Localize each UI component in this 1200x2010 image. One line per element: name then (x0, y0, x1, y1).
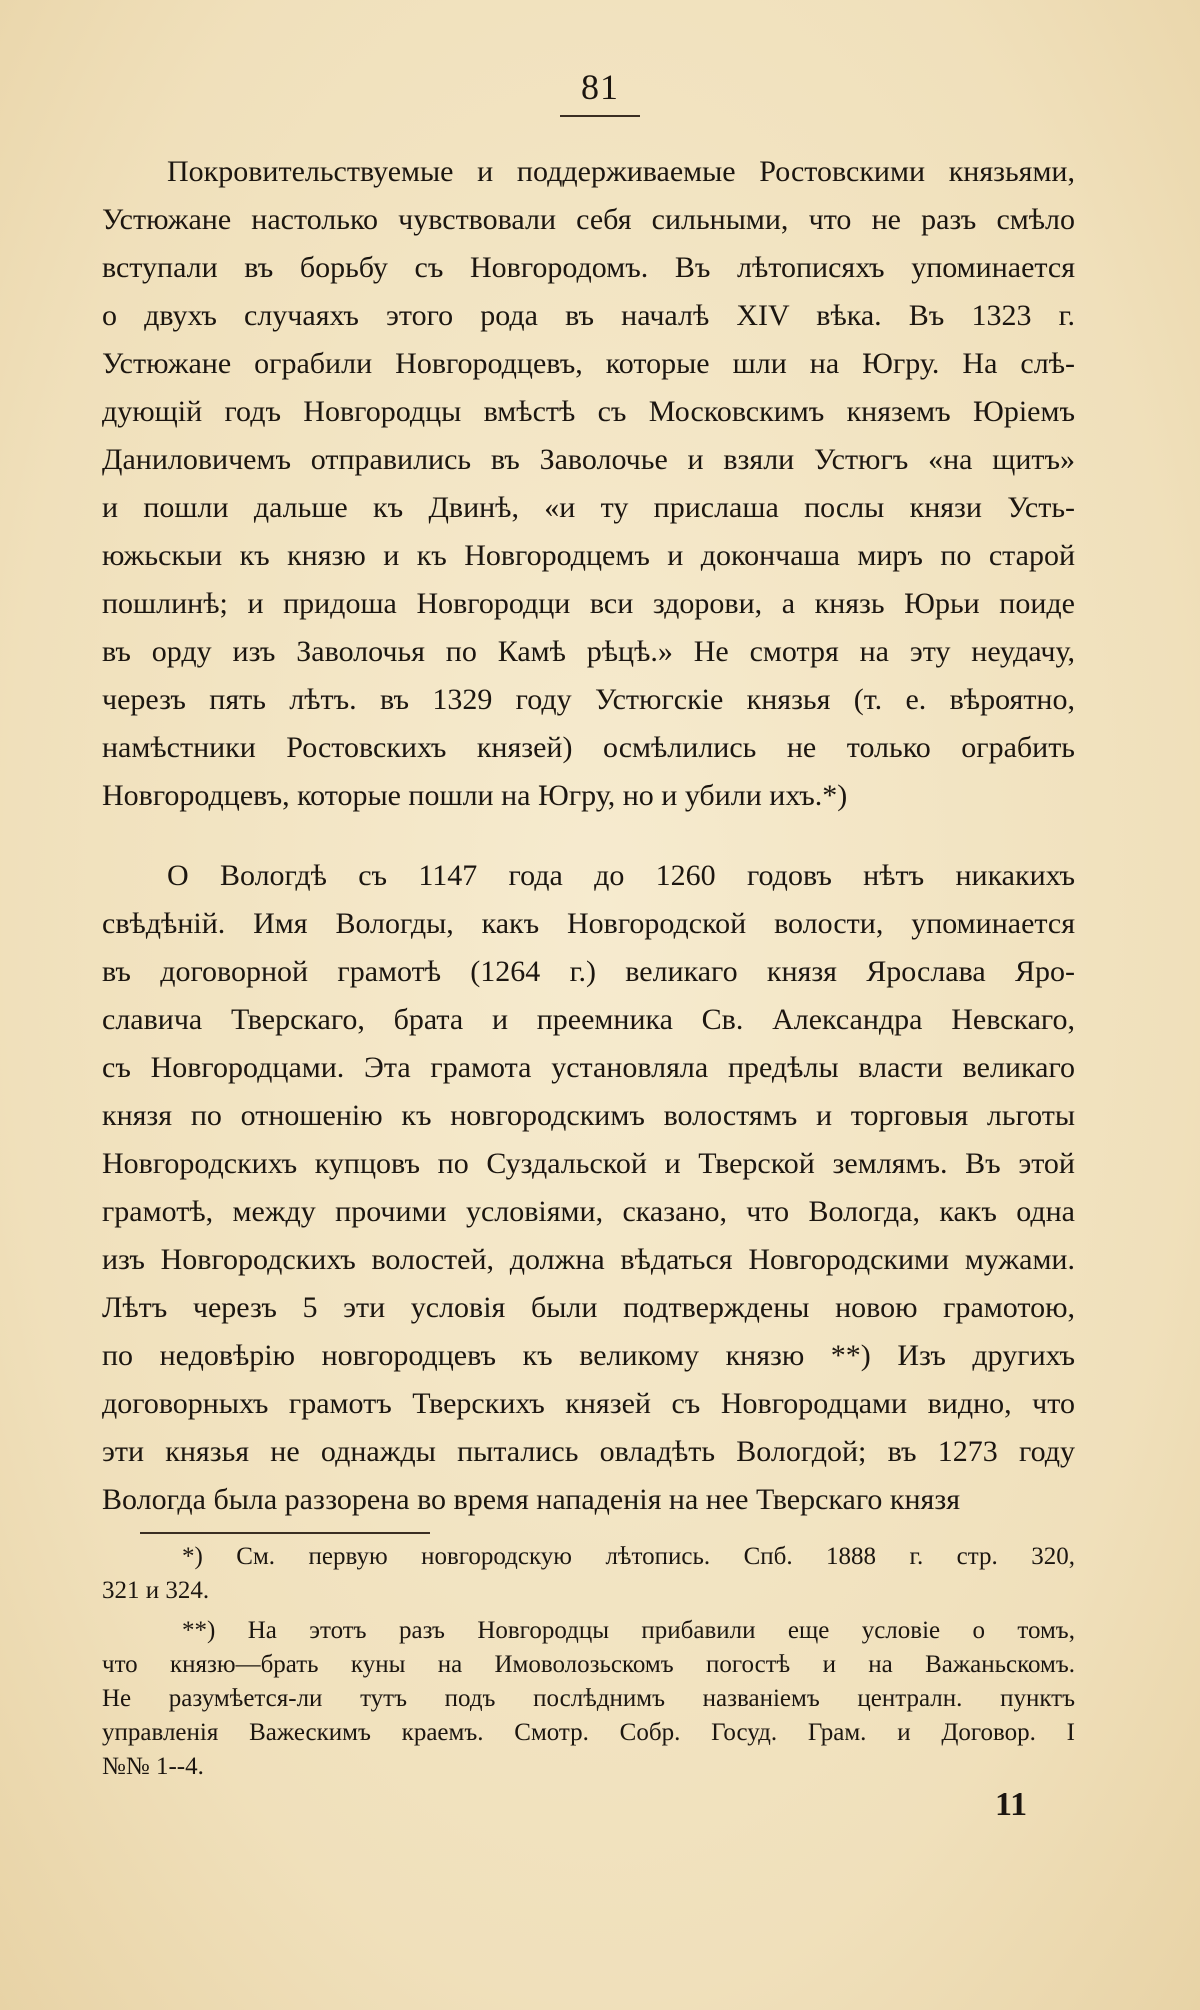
text-line: въ договорной грамотѣ (1264 г.) великаго князя Ярослава Яро- (102, 955, 1075, 988)
footnote-line: *) См. первую новгородскую лѣтопись. Спб. 1888 г. стр. 320, (182, 1543, 1075, 1570)
footnote-line: №№ 1--4. (102, 1753, 204, 1780)
text-line: Новгородскихъ купцовъ по Суздальской и Тверской землямъ. Въ этой (102, 1147, 1075, 1180)
text-line: князя по отношенію къ новгородскимъ волостямъ и торговыя льготы (102, 1099, 1075, 1132)
paragraph-2 (102, 852, 1075, 1524)
page-number-rule (560, 115, 640, 117)
text-line: дующій годъ Новгородцы вмѣстѣ съ Московскимъ княземъ Юріемъ (102, 395, 1075, 428)
paragraph-1 (102, 148, 1075, 820)
text-line: Лѣтъ черезъ 5 эти условія были подтверждены новою грамотою, (102, 1291, 1075, 1324)
page-number: 81 (581, 67, 619, 107)
footnote-line: 321 и 324. (102, 1577, 210, 1604)
footnote-line: что князю—брать куны на Имоволозьскомъ погостѣ и на Важаньскомъ. (102, 1651, 1075, 1678)
text-line: договорныхъ грамотъ Тверскихъ князей съ Новгородцами видно, что (102, 1387, 1075, 1420)
footnote-separator (140, 1532, 430, 1534)
footnote-line: **) На этотъ разъ Новгородцы прибавили еще условіе о томъ, (182, 1617, 1075, 1644)
signature-mark: 11 (995, 1786, 1028, 1823)
text-line: Покровительствуемые и поддерживаемые Ростовскими князьями, (167, 155, 1075, 188)
footnote-line: Не разумѣется-ли тутъ подъ послѣднимъ названіемъ централн. пунктъ (102, 1685, 1075, 1712)
text-line: и пошли дальше къ Двинѣ, «и ту прислаша послы князи Усть- (102, 491, 1075, 524)
text-line: намѣстники Ростовскихъ князей) осмѣлились не только ограбить (102, 731, 1075, 764)
text-line: южьскыи къ князю и къ Новгородцемъ и докончаша миръ по старой (102, 539, 1075, 572)
text-line: пошлинѣ; и придоша Новгородци вси здорови, а князь Юрьи поиде (102, 587, 1075, 620)
text-line: съ Новгородцами. Эта грамота установляла предѣлы власти великаго (102, 1051, 1075, 1084)
text-line: Даниловичемъ отправились въ Заволочье и взяли Устюгъ «на щитъ» (102, 443, 1075, 476)
text-line: черезъ пять лѣтъ. въ 1329 году Устюгскіе князья (т. е. вѣроятно, (102, 683, 1075, 716)
text-line: Устюжане настолько чувствовали себя сильными, что не разъ смѣло (102, 203, 1075, 236)
footnote-line: управленія Важескимъ краемъ. Смотр. Собр. Госуд. Грам. и Договор. I (102, 1719, 1075, 1746)
text-line: О Вологдѣ съ 1147 года до 1260 годовъ нѣтъ никакихъ (167, 859, 1075, 892)
text-line: Устюжане ограбили Новгородцевъ, которые шли на Югру. На слѣ- (102, 347, 1075, 380)
text-line: грамотѣ, между прочими условіями, сказано, что Вологда, какъ одна (102, 1195, 1075, 1228)
text-line: изъ Новгородскихъ волостей, должна вѣдаться Новгородскими мужами. (102, 1243, 1075, 1276)
text-line: эти князья не однажды пытались овладѣть Вологдой; въ 1273 году (102, 1435, 1075, 1468)
text-line: Вологда была раззорена во время нападенія на нее Тверскаго князя (102, 1483, 960, 1516)
text-line: славича Тверскаго, брата и преемника Св. Александра Невскаго, (102, 1003, 1075, 1036)
text-line: въ орду изъ Заволочья по Камѣ рѣцѣ.» Не смотря на эту неудачу, (102, 635, 1075, 668)
text-line: по недовѣрію новгородцевъ къ великому князю **) Изъ другихъ (102, 1339, 1075, 1372)
text-line: свѣдѣній. Имя Вологды, какъ Новгородской волости, упоминается (102, 907, 1075, 940)
footnotes (102, 1540, 1075, 1784)
text-line: вступали въ борьбу съ Новгородомъ. Въ лѣтописяхъ упоминается (102, 251, 1075, 284)
text-line: Новгородцевъ, которые пошли на Югру, но и убили ихъ.*) (102, 779, 848, 812)
text-line: о двухъ случаяхъ этого рода въ началѣ XIV вѣка. Въ 1323 г. (102, 299, 1075, 332)
